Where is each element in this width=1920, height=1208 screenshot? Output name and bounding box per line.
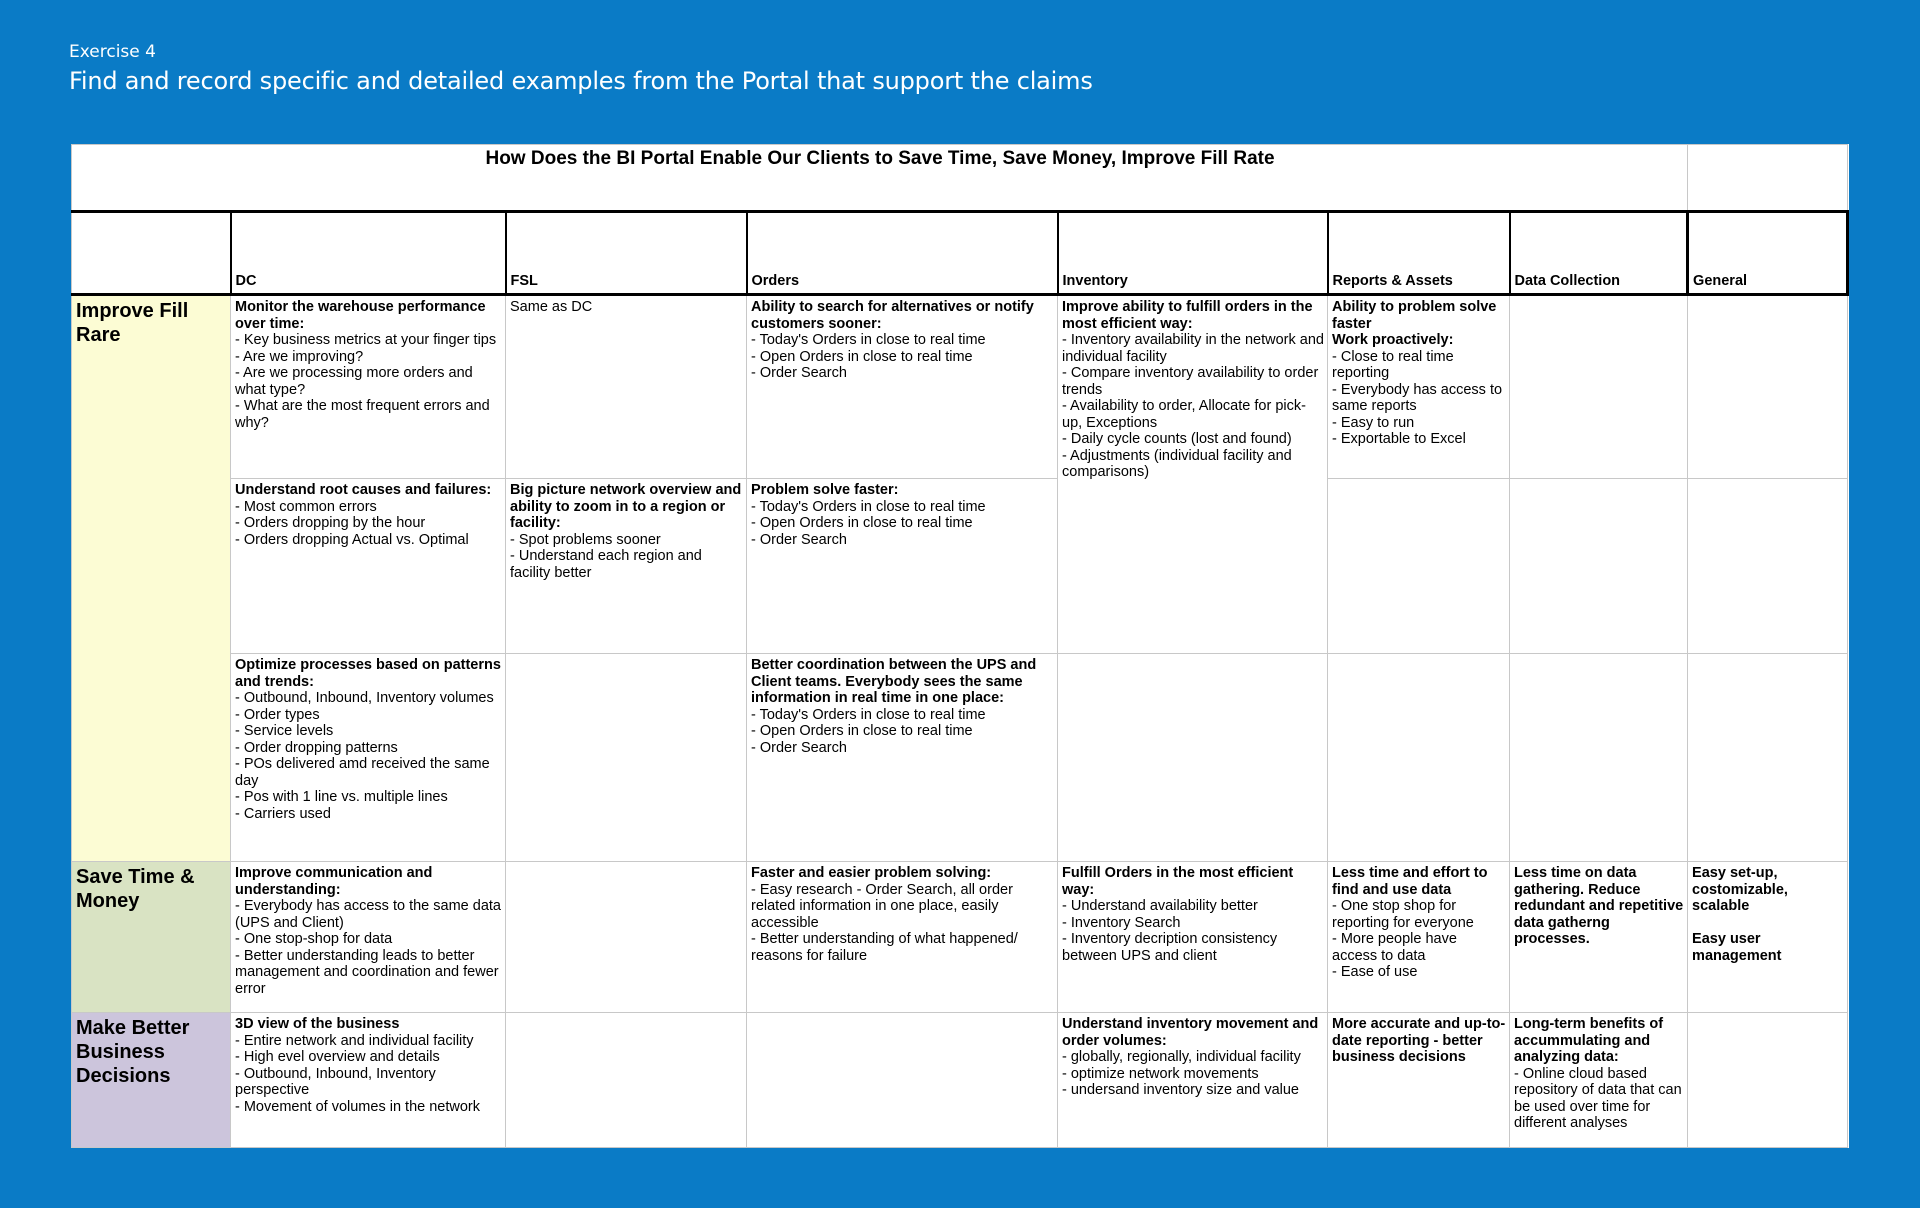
cell-fill-reports-2 [1328, 479, 1510, 654]
cell-save-general [1688, 862, 1848, 1013]
cell-heading: More accurate and up-to-date reporting - better business decisions [1332, 1016, 1506, 1065]
cell-decide-inventory [1058, 1013, 1328, 1148]
list-item: - Better understanding leads to better management and coordination and fewer error [235, 947, 499, 997]
cell-heading: Ability to problem solve faster [1332, 299, 1497, 332]
cell-heading: Fulfill Orders in the most efficient way: [1062, 865, 1294, 898]
list-item: - Easy to run [1332, 414, 1415, 431]
list-item: - undersand inventory size and value [1062, 1082, 1299, 1098]
list-item: - Understand availability better [1062, 898, 1258, 914]
cell-decide-orders [747, 1013, 1058, 1148]
cell-fill-reports-3 [1328, 654, 1510, 862]
cell-decide-data-collection [1510, 1013, 1688, 1148]
cell-save-dc [231, 862, 506, 1013]
col-header-general: General [1688, 212, 1848, 295]
list-item: - Online cloud based repository of data that can be used over time for different analyses [1514, 1065, 1682, 1131]
list-item: - Order Search [751, 365, 847, 381]
list-item: - One stop-shop for data [235, 931, 393, 947]
list-item: - Outbound, Inbound, Inventory perspective [235, 1065, 436, 1098]
cell-fill-data-2 [1510, 479, 1688, 654]
col-header-dc: DC [231, 212, 506, 295]
list-item: - Inventory Search [1062, 914, 1181, 931]
cell-fill-dc-2 [231, 479, 506, 654]
list-item: - Most common errors [235, 498, 377, 515]
cell-heading: Less time and effort to find and use data [1332, 865, 1488, 898]
cell-heading: Faster and easier problem solving: [751, 865, 992, 881]
list-item: - Exportable to Excel [1332, 431, 1466, 447]
list-item: - Are we processing more orders and what type? [235, 365, 473, 398]
list-item: - Today's Orders in close to real time [751, 706, 986, 723]
list-item: - Service levels [235, 723, 334, 739]
list-item: - Orders dropping Actual vs. Optimal [235, 531, 469, 548]
cell-save-orders [747, 862, 1058, 1013]
list-item: - Entire network and individual facility [235, 1032, 474, 1049]
cell-fill-dc-1 [231, 295, 506, 479]
cell-fill-orders-3 [747, 654, 1058, 862]
row-label-fill-rate: Improve Fill Rare [72, 295, 231, 862]
cell-save-data-collection [1510, 862, 1688, 1013]
cell-subheading: Work proactively: [1332, 332, 1454, 348]
cell-fill-fsl-1: Same as DC [506, 295, 747, 479]
list-item: - What are the most frequent errors and why? [235, 398, 490, 431]
list-item: - Orders dropping by the hour [235, 515, 426, 531]
cell-heading: Improve ability to fulfill orders in the most efficient way: [1062, 299, 1313, 332]
row-label-better-decisions: Make Better Business Decisions [72, 1013, 231, 1148]
cell-decide-fsl [506, 1013, 747, 1148]
cell-decide-general [1688, 1013, 1848, 1148]
list-item: - Order dropping patterns [235, 739, 398, 756]
cell-fill-orders-1 [747, 295, 1058, 479]
cell-fill-general-3 [1688, 654, 1848, 862]
exercise-label: Exercise 4 [69, 42, 156, 62]
col-header-fsl: FSL [506, 212, 747, 295]
cell-heading: Easy user management [1692, 931, 1782, 964]
cell-save-inventory [1058, 862, 1328, 1013]
cell-fill-fsl-3 [506, 654, 747, 862]
cell-heading: Better coordination between the UPS and Client teams. Everybody sees the same information in real time in one place: [751, 657, 1037, 706]
list-item: - More people have access to data [1332, 931, 1457, 964]
spacer [1692, 915, 1844, 932]
cell-fill-dc-3 [231, 654, 506, 862]
cell-heading: Monitor the warehouse performance over time: [235, 299, 486, 332]
list-item: - High evel overview and details [235, 1049, 440, 1065]
list-item: - POs delivered amd received the same day [235, 756, 490, 789]
list-item: - optimize network movements [1062, 1065, 1259, 1082]
list-item: - Key business metrics at your finger tips [235, 332, 497, 348]
list-item: - Order types [235, 706, 320, 723]
list-item: - Inventory decription consistency between UPS and client [1062, 931, 1278, 964]
col-header-inventory: Inventory [1058, 212, 1328, 295]
list-item: - Adjustments (individual facility and comparisons) [1062, 447, 1292, 480]
col-header-reports: Reports & Assets [1328, 212, 1510, 295]
list-item: - Inventory availability in the network and individual facility [1062, 332, 1324, 365]
cell-fill-fsl-2 [506, 479, 747, 654]
list-item: - Availability to order, Allocate for pick-up, Exceptions [1062, 398, 1306, 431]
list-item: - Today's Orders in close to real time [751, 332, 986, 348]
list-item: - Movement of volumes in the network [235, 1098, 480, 1115]
cell-heading: Improve communication and understanding: [235, 865, 433, 898]
title-blank-cell [1688, 145, 1848, 212]
list-item: - Today's Orders in close to real time [751, 498, 986, 515]
cell-fill-orders-2 [747, 479, 1058, 654]
col-header-data-collection: Data Collection [1510, 212, 1688, 295]
exercise-title: Find and record specific and detailed examples from the Portal that support the claims [69, 67, 1093, 95]
list-item: - Open Orders in close to real time [751, 348, 973, 365]
list-item: - Order Search [751, 531, 847, 548]
corner-header-cell [72, 212, 231, 295]
list-item: - globally, regionally, individual facility [1062, 1049, 1301, 1065]
list-item: - Carriers used [235, 805, 331, 822]
cell-heading: Long-term benefits of accummulating and analyzing data: [1514, 1016, 1664, 1065]
list-item: - Compare inventory availability to order trends [1062, 365, 1319, 398]
list-item: - Close to real time reporting [1332, 348, 1454, 381]
list-item: - Understand each region and facility better [510, 548, 702, 581]
cell-heading: Optimize processes based on patterns and trends: [235, 657, 501, 690]
list-item: - Daily cycle counts (lost and found) [1062, 431, 1292, 447]
cell-heading: Easy set-up, costomizable, scalable [1692, 865, 1788, 914]
bi-portal-table [71, 144, 1849, 1148]
col-header-orders: Orders [747, 212, 1058, 295]
list-item: - Everybody has access to same reports [1332, 381, 1503, 414]
cell-fill-data-3 [1510, 654, 1688, 862]
cell-save-reports [1328, 862, 1510, 1013]
list-item: - Better understanding of what happened/ reasons for failure [751, 931, 1018, 964]
cell-fill-reports-1 [1328, 295, 1510, 479]
cell-heading: Less time on data gathering. Reduce redundant and repetitive data gatherng processes. [1514, 865, 1684, 947]
page-header [69, 42, 1093, 96]
cell-save-fsl [506, 862, 747, 1013]
cell-heading: Ability to search for alternatives or notify customers sooner: [751, 299, 1034, 332]
list-item: - Ease of use [1332, 964, 1418, 980]
table-title: How Does the BI Portal Enable Our Clients to Save Time, Save Money, Improve Fill Rate [72, 145, 1688, 212]
cell-heading: Understand inventory movement and order volumes: [1062, 1016, 1319, 1049]
cell-decide-dc [231, 1013, 506, 1148]
list-item: - Pos with 1 line vs. multiple lines [235, 789, 448, 805]
list-item: - Spot problems sooner [510, 531, 661, 548]
cell-heading: Understand root causes and failures: [235, 482, 492, 498]
cell-fill-inventory-3 [1058, 654, 1328, 862]
cell-fill-data-1 [1510, 295, 1688, 479]
cell-decide-reports [1328, 1013, 1510, 1148]
list-item: - Order Search [751, 739, 847, 756]
list-item: - Easy research - Order Search, all order related information in one place, easily accessible [751, 881, 1013, 931]
cell-heading: Problem solve faster: [751, 482, 899, 498]
list-item: - Outbound, Inbound, Inventory volumes [235, 690, 494, 706]
cell-fill-general-1 [1688, 295, 1848, 479]
list-item: - Everybody has access to the same data (UPS and Client) [235, 898, 501, 931]
cell-fill-inventory [1058, 295, 1328, 654]
cell-heading: 3D view of the business [235, 1016, 400, 1032]
row-label-save-time-money: Save Time & Money [72, 862, 231, 1013]
list-item: - Open Orders in close to real time [751, 723, 973, 739]
list-item: - Are we improving? [235, 348, 364, 365]
cell-heading: Big picture network overview and ability to zoom in to a region or facility: [510, 482, 742, 531]
cell-fill-general-2 [1688, 479, 1848, 654]
list-item: - Open Orders in close to real time [751, 515, 973, 531]
list-item: - One stop shop for reporting for everyone [1332, 898, 1474, 931]
